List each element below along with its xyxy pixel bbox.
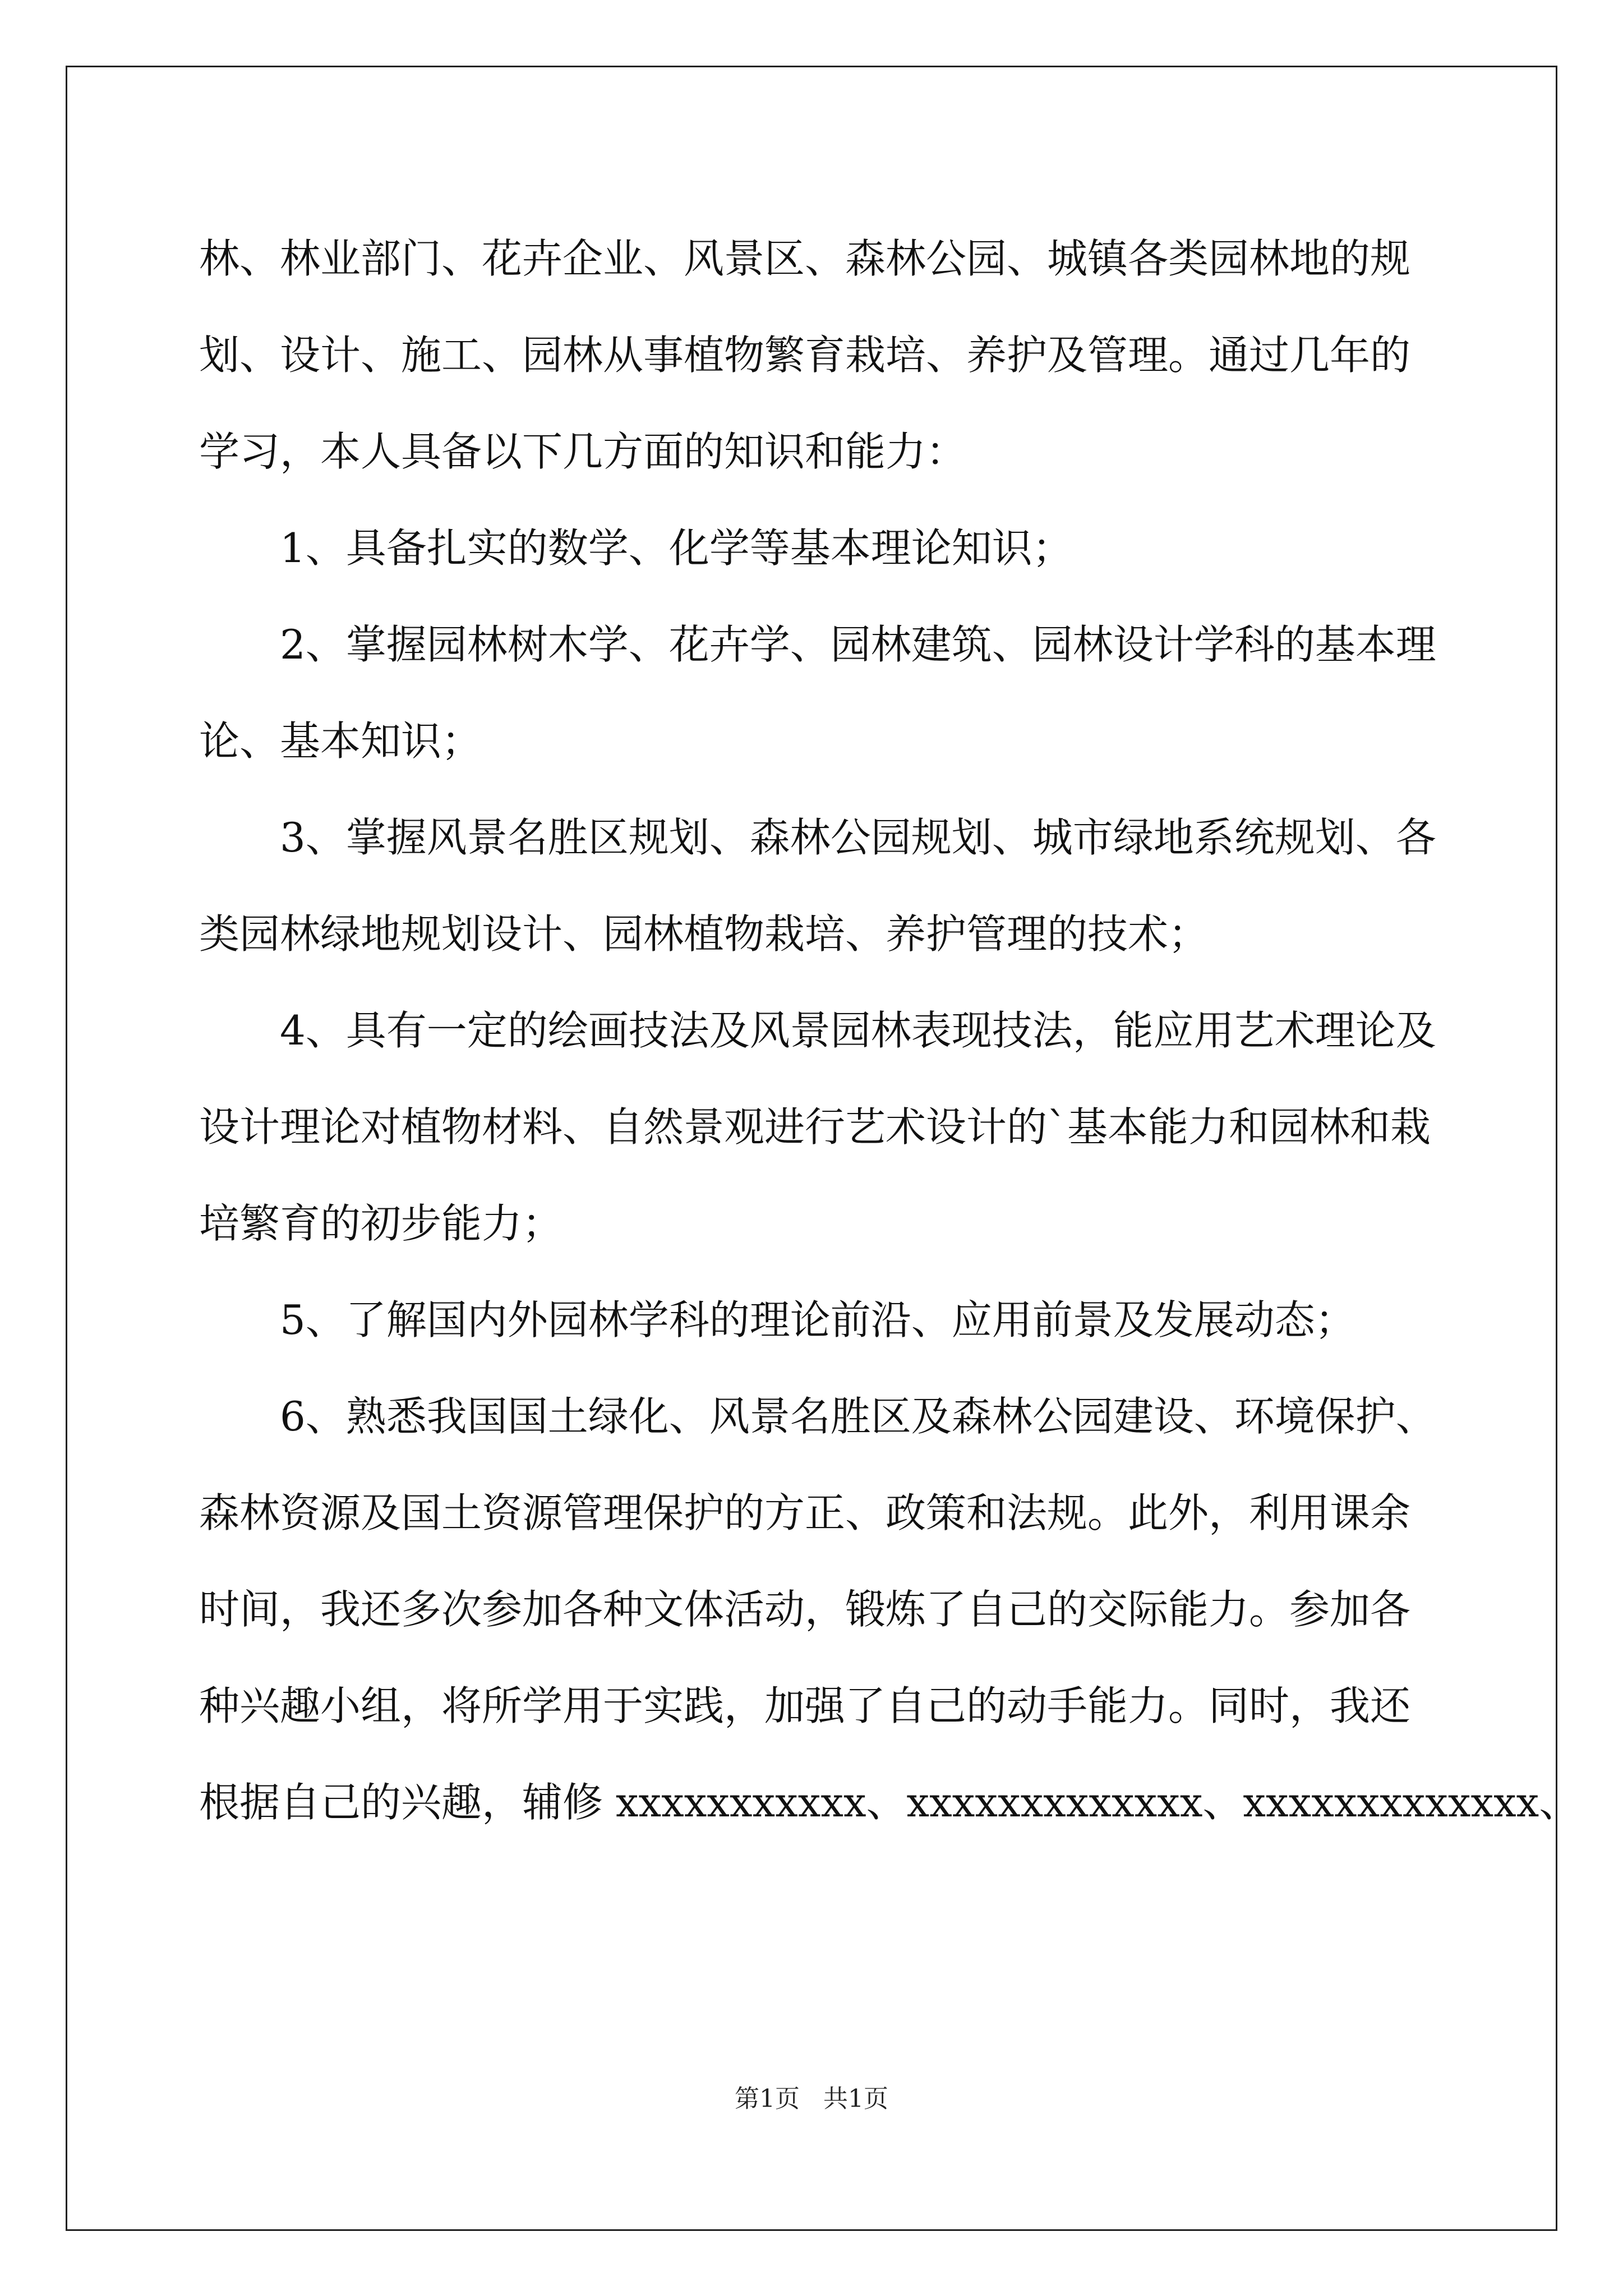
text-line: 3、掌握风景名胜区规划、森林公园规划、城市绿地系统规划、各: [280, 814, 1436, 861]
text-line: 5、了解国内外园林学科的理论前沿、应用前景及发展动态；: [280, 1296, 1355, 1343]
text-line: 2、掌握园林树木学、花卉学、园林建筑、园林设计学科的基本理: [280, 621, 1436, 668]
text-line: 种兴趣小组，将所学用于实践，加强了自己的动手能力。同时，我还: [199, 1682, 1411, 1729]
text-line: 4、具有一定的绘画技法及风景园林表现技法，能应用艺术理论及: [280, 1007, 1436, 1054]
text-line: 学习，本人具备以下几方面的知识和能力：: [199, 428, 967, 475]
text-line: 培繁育的初步能力；: [199, 1200, 563, 1247]
text-line: 论、基本知识；: [199, 717, 482, 765]
text-line: 设计理论对植物材料、自然景观进行艺术设计的`基本能力和园林和栽: [199, 1103, 1431, 1151]
text-line: 时间，我还多次参加各种文体活动，锻炼了自己的交际能力。参加各: [199, 1586, 1411, 1633]
text-line: 1、具备扎实的数学、化学等基本理论知识；: [280, 524, 1073, 572]
text-line: 森林资源及国土资源管理保护的方正、政策和法规。此外，利用课余: [199, 1489, 1411, 1536]
text-line: 林、林业部门、花卉企业、风景区、森林公园、城镇各类园林地的规: [199, 235, 1411, 282]
text-line: 类园林绿地规划设计、园林植物栽培、养护管理的技术；: [199, 910, 1209, 958]
text-line: 6、熟悉我国国土绿化、风景名胜区及森林公园建设、环境保护、: [280, 1393, 1436, 1440]
text-line: 划、设计、施工、园林从事植物繁育栽培、养护及管理。通过几年的: [199, 332, 1411, 379]
page-number-footer: 第1页 共1页: [735, 2085, 888, 2113]
text-line: 根据自己的兴趣，辅修 xxxxxxxxxxx、xxxxxxxxxxxxx、xxxxxxxxxxxxx、: [199, 1779, 1580, 1826]
document-body: [199, 210, 1580, 1851]
